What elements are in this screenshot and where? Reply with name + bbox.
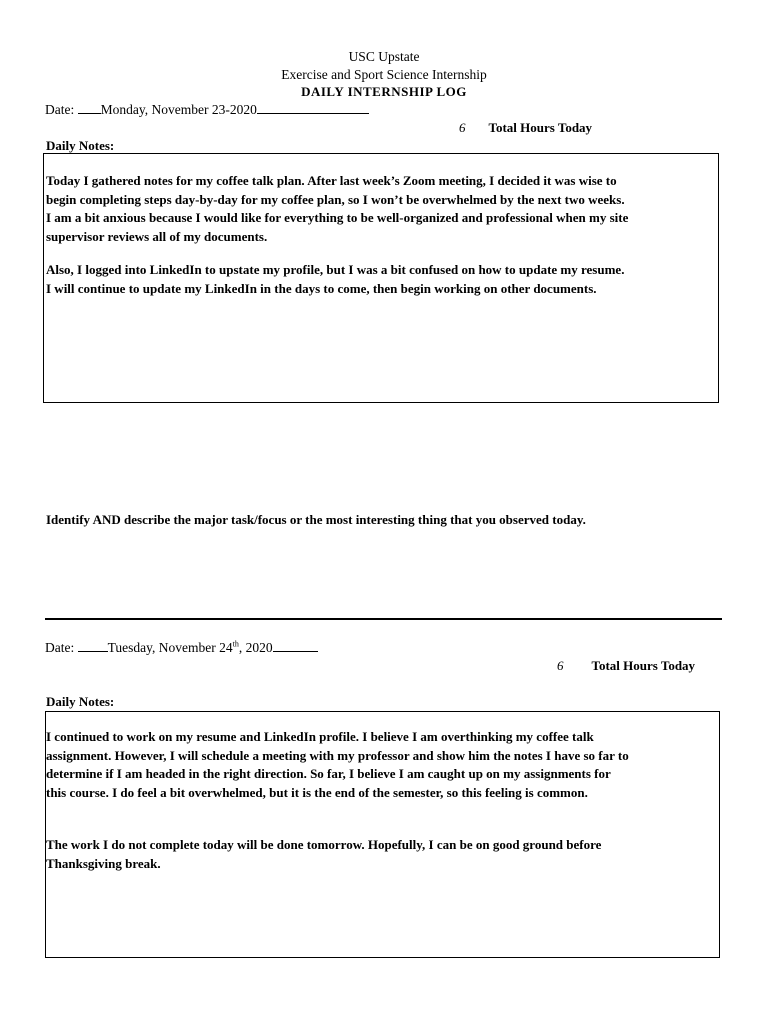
institution-name: USC Upstate — [348, 49, 420, 64]
entry1-hours — [459, 120, 592, 136]
reflection-prompt: Identify AND describe the major task/focus or the most interesting thing that you observed today. — [46, 512, 586, 527]
entry1-date-line — [45, 101, 369, 118]
entry2-date-year: , 2020 — [238, 640, 273, 655]
entry1-hours-value: 6 — [459, 120, 466, 135]
entry2-hours-label: Total Hours Today — [591, 658, 696, 673]
blank-line — [257, 101, 369, 114]
entry1-date-label: Date: — [45, 102, 78, 117]
blank-line — [273, 639, 318, 652]
entry1-notes-label: Daily Notes: — [46, 138, 115, 153]
entry2-date-line — [45, 639, 318, 656]
entry2-hours-value: 6 — [557, 658, 564, 673]
entry2-date-suffix: th — [232, 639, 239, 649]
entry2-paragraph-2: The work I do not complete today will be done tomorrow. Hopefully, I can be on good ground before Thanksgiving break. — [46, 837, 602, 871]
entry1-paragraph-2: Also, I logged into LinkedIn to upstate my profile, but I was a bit confused on how to update my resume. I will continue to update my LinkedIn in the days to come, then begin working on other documents. — [46, 262, 625, 296]
entry2-date-label: Date: — [45, 640, 78, 655]
blank-line — [78, 639, 108, 652]
entry2-notes-label: Daily Notes: — [46, 694, 115, 709]
entry1-hours-label: Total Hours Today — [488, 120, 593, 135]
program-name: Exercise and Sport Science Internship — [281, 67, 487, 82]
entry1-date-value: Monday, November 23-2020 — [100, 102, 257, 117]
log-title: DAILY INTERNSHIP LOG — [301, 84, 467, 99]
entry2-date-value: Tuesday, November 24 — [107, 640, 233, 655]
entry2-paragraph-1: I continued to work on my resume and LinkedIn profile. I believe I am overthinking my coffee talk assignment. However, I will schedule a meeting with my professor and show him the notes I have so far to determine if I am headed in the right direction. So far, I believe I am caught up on my assignments for this course. I do feel a bit overwhelmed, but it is the end of the semester, so this feeling is common. — [46, 729, 629, 800]
section-divider — [45, 618, 722, 620]
entry1-paragraph-1: Today I gathered notes for my coffee talk plan. After last week’s Zoom meeting, I decided it was wise to begin completing steps day-by-day for my coffee plan, so I won’t be overwhelmed by the next two weeks. I am a bit anxious because I would like for everything to be well-organized and professional when my site supervisor reviews all of my documents. — [46, 173, 629, 244]
blank-line — [78, 101, 101, 114]
entry2-hours — [557, 658, 695, 674]
